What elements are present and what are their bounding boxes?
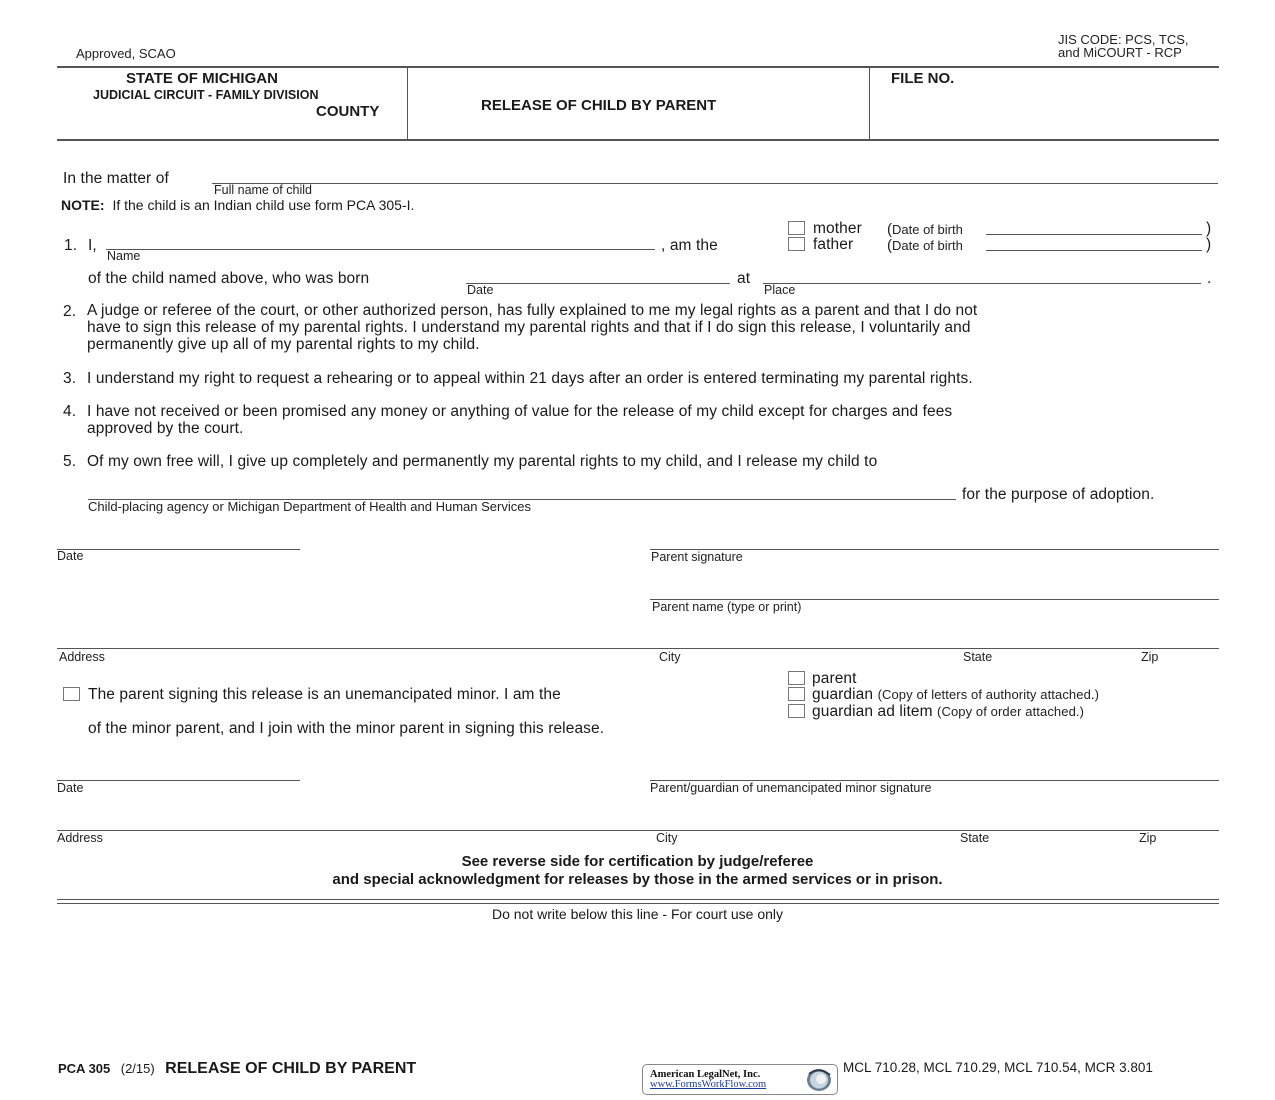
- reverse-side-notice: [0, 853, 1275, 889]
- form-revision: (2/15): [120, 1061, 155, 1076]
- indian-child-note: [61, 197, 414, 213]
- father-dob-input[interactable]: [986, 233, 1202, 251]
- notice-line-1: See reverse side for certification by judge/referee: [461, 853, 814, 870]
- note-text: If the child is an Indian child use form PCA 305-I.: [112, 197, 415, 213]
- role-guardian-label: [812, 686, 1099, 704]
- guardian-signature-label: Parent/guardian of unemancipated minor signature: [650, 781, 932, 795]
- agency-label: Child-placing agency or Michigan Department of Health and Human Services: [88, 499, 531, 514]
- parent-city-label: City: [659, 650, 681, 664]
- guardian-signature-input[interactable]: [650, 762, 1218, 780]
- note-label: NOTE:: [61, 197, 105, 213]
- court-name: JUDICIAL CIRCUIT - FAMILY DIVISION: [93, 88, 319, 102]
- header-divider-left: [407, 67, 408, 140]
- father-dob-line: [986, 250, 1202, 251]
- file-no-label: FILE NO.: [891, 70, 955, 87]
- parent-signature-label: Parent signature: [651, 550, 743, 564]
- mother-checkbox[interactable]: [788, 221, 805, 235]
- child-name-line: [212, 183, 1218, 184]
- approval-note: Approved, SCAO: [76, 46, 176, 61]
- notice-line-2: and special acknowledgment for releases by those in the armed services or in prison.: [332, 871, 943, 888]
- item-2-line-3: permanently give up all of my parental rights to my child.: [87, 335, 480, 353]
- child-name-label: Full name of child: [214, 183, 312, 197]
- parent-address-input[interactable]: [57, 630, 1218, 648]
- american-legalnet-logo[interactable]: [642, 1064, 838, 1095]
- item-2-text: [87, 303, 977, 353]
- item-3-number: 3.: [63, 370, 77, 387]
- parent-name-line: [106, 249, 655, 250]
- child-name-input[interactable]: [212, 164, 1216, 182]
- item-4-number: 4.: [63, 403, 77, 420]
- parent-name-label: Name: [107, 249, 141, 263]
- guardian-address-line: [57, 830, 1219, 831]
- logo-company-name: American LegalNet, Inc.: [650, 1069, 761, 1080]
- guardian-address-input[interactable]: [57, 812, 1218, 830]
- father-dob-close: ): [1206, 236, 1212, 253]
- item-3-text: I understand my right to request a rehearing or to appeal within 21 days after an order is entered terminating my parental rights.: [87, 370, 973, 387]
- role-guardian-checkbox[interactable]: [788, 687, 805, 701]
- am-the-text: , am the: [661, 237, 718, 254]
- role-parent-checkbox[interactable]: [788, 671, 805, 685]
- guardian-ad-litem-label: guardian ad litem: [812, 703, 933, 720]
- parent-zip-label: Zip: [1141, 650, 1159, 664]
- father-checkbox[interactable]: [788, 237, 805, 251]
- court-use-only-text: Do not write below this line - For court use only: [491, 906, 783, 922]
- item-4-text: [87, 403, 952, 437]
- statute-references: MCL 710.28, MCL 710.29, MCL 710.54, MCR 3.801: [843, 1060, 1153, 1075]
- mother-dob-close: ): [1206, 220, 1212, 237]
- birth-date-input[interactable]: [466, 264, 730, 282]
- role-guardian-ad-litem-checkbox[interactable]: [788, 704, 805, 718]
- unemancipated-minor-text: The parent signing this release is an unemancipated minor. I am the: [88, 686, 561, 703]
- parent-signature-input[interactable]: [650, 531, 1218, 549]
- parent-state-label: State: [963, 650, 993, 664]
- guardian-note: (Copy of letters of authority attached.): [877, 687, 1100, 702]
- mother-label: mother: [813, 220, 862, 237]
- header-top-rule: [57, 66, 1219, 68]
- item-4-line-1: I have not received or been promised any money or anything of value for the release of my child except for charges and fees: [87, 403, 953, 420]
- birth-place-label: Place: [764, 283, 796, 297]
- birth-date-label: Date: [467, 283, 494, 297]
- parent-print-name-input[interactable]: [650, 581, 1218, 599]
- birth-place-line: [763, 283, 1201, 284]
- guardian-label: guardian: [812, 686, 874, 703]
- item-2-number: 2.: [63, 303, 77, 320]
- item-2-line-1: A judge or referee of the court, or other authorized person, has fully explained to me my legal rights as a parent and that I do not: [87, 302, 978, 319]
- parent-name-input[interactable]: [106, 230, 655, 248]
- agency-input[interactable]: [88, 481, 954, 499]
- guardian-sign-date-line: [57, 780, 300, 781]
- matter-prefix: In the matter of: [63, 170, 169, 187]
- father-dob-label: (Date of birth: [887, 237, 963, 254]
- at-text: at: [737, 270, 751, 287]
- mother-dob-label: (Date of birth: [887, 221, 963, 238]
- guardian-sign-date-label: Date: [57, 781, 84, 795]
- parent-address-label: Address: [59, 650, 105, 664]
- parent-sign-date-input[interactable]: [57, 531, 299, 549]
- guardian-ad-litem-note: (Copy of order attached.): [937, 704, 1085, 719]
- court-use-rule-1: [57, 899, 1219, 900]
- jis-code: [1058, 33, 1189, 59]
- father-label: father: [813, 236, 854, 253]
- state-name: STATE OF MICHIGAN: [126, 70, 278, 87]
- jis-code-line-2: and MiCOURT - RCP: [1058, 45, 1182, 60]
- form-title: RELEASE OF CHILD BY PARENT: [481, 97, 717, 114]
- logo-website-link[interactable]: www.FormsWorkFlow.com: [650, 1079, 767, 1090]
- item-4-line-2: approved by the court.: [87, 420, 244, 437]
- guardian-sign-date-input[interactable]: [57, 762, 299, 780]
- guardian-state-label: State: [960, 831, 990, 845]
- born-text: of the child named above, who was born: [88, 270, 370, 287]
- file-no-input[interactable]: [890, 95, 1214, 113]
- role-guardian-ad-litem-label: [812, 703, 1084, 721]
- parent-print-name-label: Parent name (type or print): [652, 600, 802, 614]
- birth-place-period: .: [1207, 270, 1212, 287]
- guardian-city-label: City: [656, 831, 678, 845]
- unemancipated-minor-checkbox[interactable]: [63, 687, 80, 701]
- minor-join-text: of the minor parent, and I join with the minor parent in signing this release.: [88, 720, 605, 737]
- birth-place-input[interactable]: [763, 264, 1201, 282]
- item-2-line-2: have to sign this release of my parental rights. I understand my parental rights and that if I do sign this release, I voluntarily and: [87, 318, 971, 336]
- jis-code-line-1: JIS CODE: PCS, TCS,: [1058, 32, 1189, 47]
- guardian-address-label: Address: [57, 831, 103, 845]
- header-divider-right: [869, 67, 870, 140]
- court-use-rule-2: [57, 903, 1219, 904]
- parent-sign-date-line: [57, 549, 300, 550]
- guardian-zip-label: Zip: [1139, 831, 1157, 845]
- birth-date-line: [466, 283, 730, 284]
- footer-form-id: [58, 1060, 416, 1078]
- county-label: COUNTY: [316, 103, 380, 120]
- globe-icon: [801, 1067, 835, 1093]
- role-parent-label: parent: [812, 670, 857, 687]
- item-1-number: 1.: [64, 237, 78, 254]
- parent-address-line: [57, 648, 1219, 649]
- parent-sign-date-label: Date: [57, 549, 84, 563]
- item-5-text: Of my own free will, I give up completely and permanently my parental rights to my child, and I release my child to: [87, 453, 878, 470]
- header-bottom-rule: [57, 139, 1219, 141]
- item-5-number: 5.: [63, 453, 77, 470]
- footer-title: RELEASE OF CHILD BY PARENT: [165, 1060, 417, 1077]
- form-code: PCA 305: [58, 1061, 111, 1076]
- adoption-purpose-text: for the purpose of adoption.: [962, 486, 1155, 503]
- item-1-prefix: I,: [88, 237, 97, 254]
